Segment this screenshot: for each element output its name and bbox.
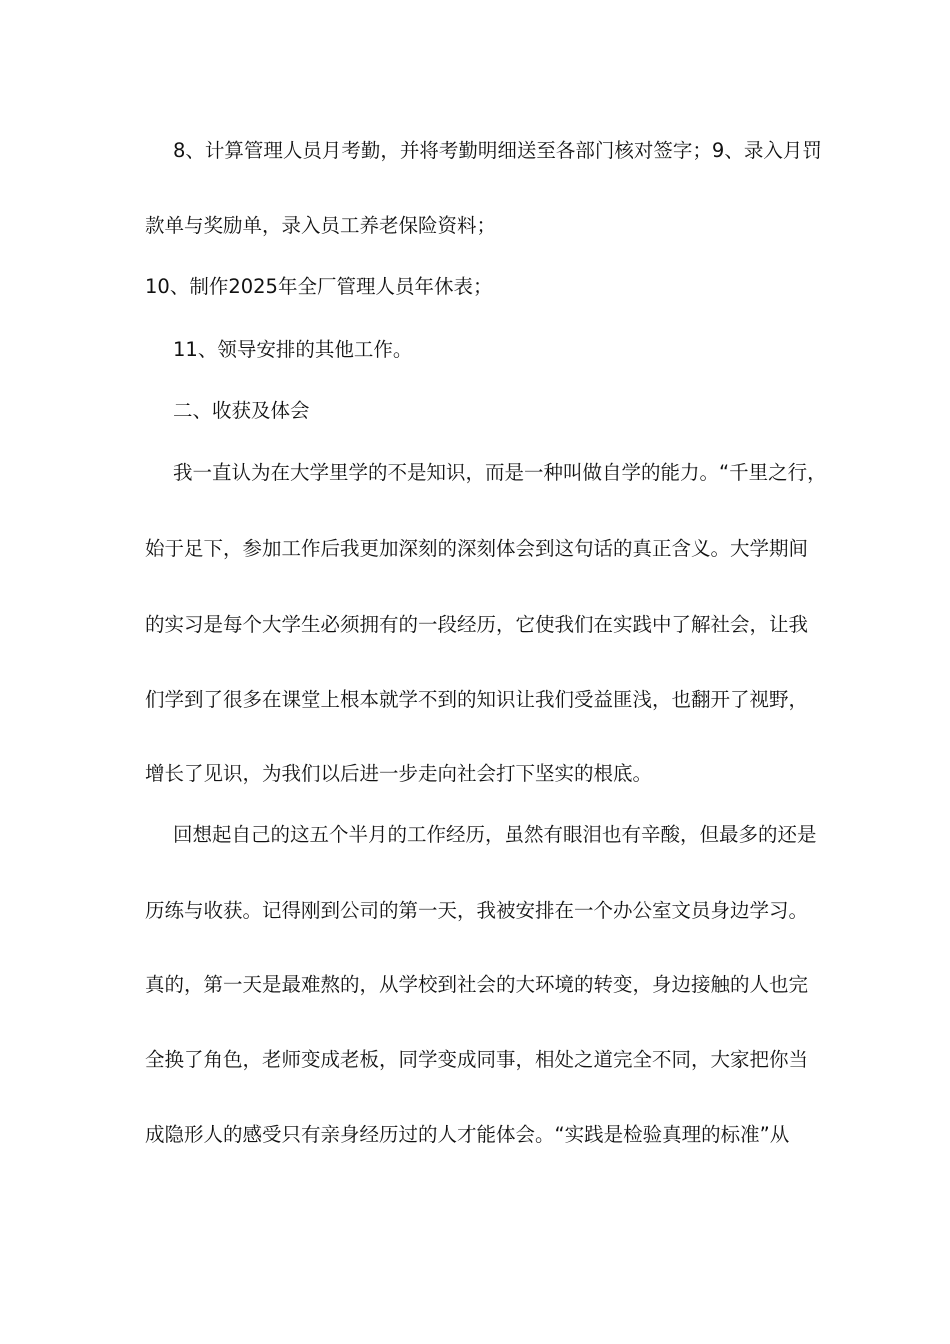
text-line-item-9-cont: 款单与奖励单，录入员工养老保险资料； bbox=[145, 214, 497, 237]
paragraph-1-line-5: 增长了见识，为我们以后进一步走向社会打下坚实的根底。 bbox=[145, 762, 653, 785]
paragraph-1-line-1: 我一直认为在大学里学的不是知识，而是一种叫做自学的能力。“千里之行， bbox=[173, 461, 827, 484]
paragraph-2-line-3: 真的，第一天是最难熬的，从学校到社会的大环境的转变，身边接触的人也完 bbox=[145, 973, 809, 996]
paragraph-2-line-5: 成隐形人的感受只有亲身经历过的人才能体会。“实践是检验真理的标准”从 bbox=[145, 1123, 790, 1146]
text-line-item-11: 11、领导安排的其他工作。 bbox=[173, 338, 413, 361]
paragraph-1-line-4: 们学到了很多在课堂上根本就学不到的知识让我们受益匪浅，也翻开了视野， bbox=[145, 688, 809, 711]
section-heading: 二、收获及体会 bbox=[173, 399, 310, 422]
paragraph-1-line-2: 始于足下，参加工作后我更加深刻的深刻体会到这句话的真正含义。大学期间 bbox=[145, 537, 809, 560]
text-line-item-8: 8、计算管理人员月考勤，并将考勤明细送至各部门核对签字；9、录入月罚 bbox=[173, 139, 822, 162]
paragraph-2-line-4: 全换了角色，老师变成老板，同学变成同事，相处之道完全不同，大家把你当 bbox=[145, 1048, 809, 1071]
paragraph-1-line-3: 的实习是每个大学生必须拥有的一段经历，它使我们在实践中了解社会，让我 bbox=[145, 613, 809, 636]
paragraph-2-line-1: 回想起自己的这五个半月的工作经历，虽然有眼泪也有辛酸，但最多的还是 bbox=[173, 823, 817, 846]
paragraph-2-line-2: 历练与收获。记得刚到公司的第一天，我被安排在一个办公室文员身边学习。 bbox=[145, 899, 809, 922]
text-line-item-10: 10、制作2025年全厂管理人员年休表； bbox=[145, 275, 493, 298]
